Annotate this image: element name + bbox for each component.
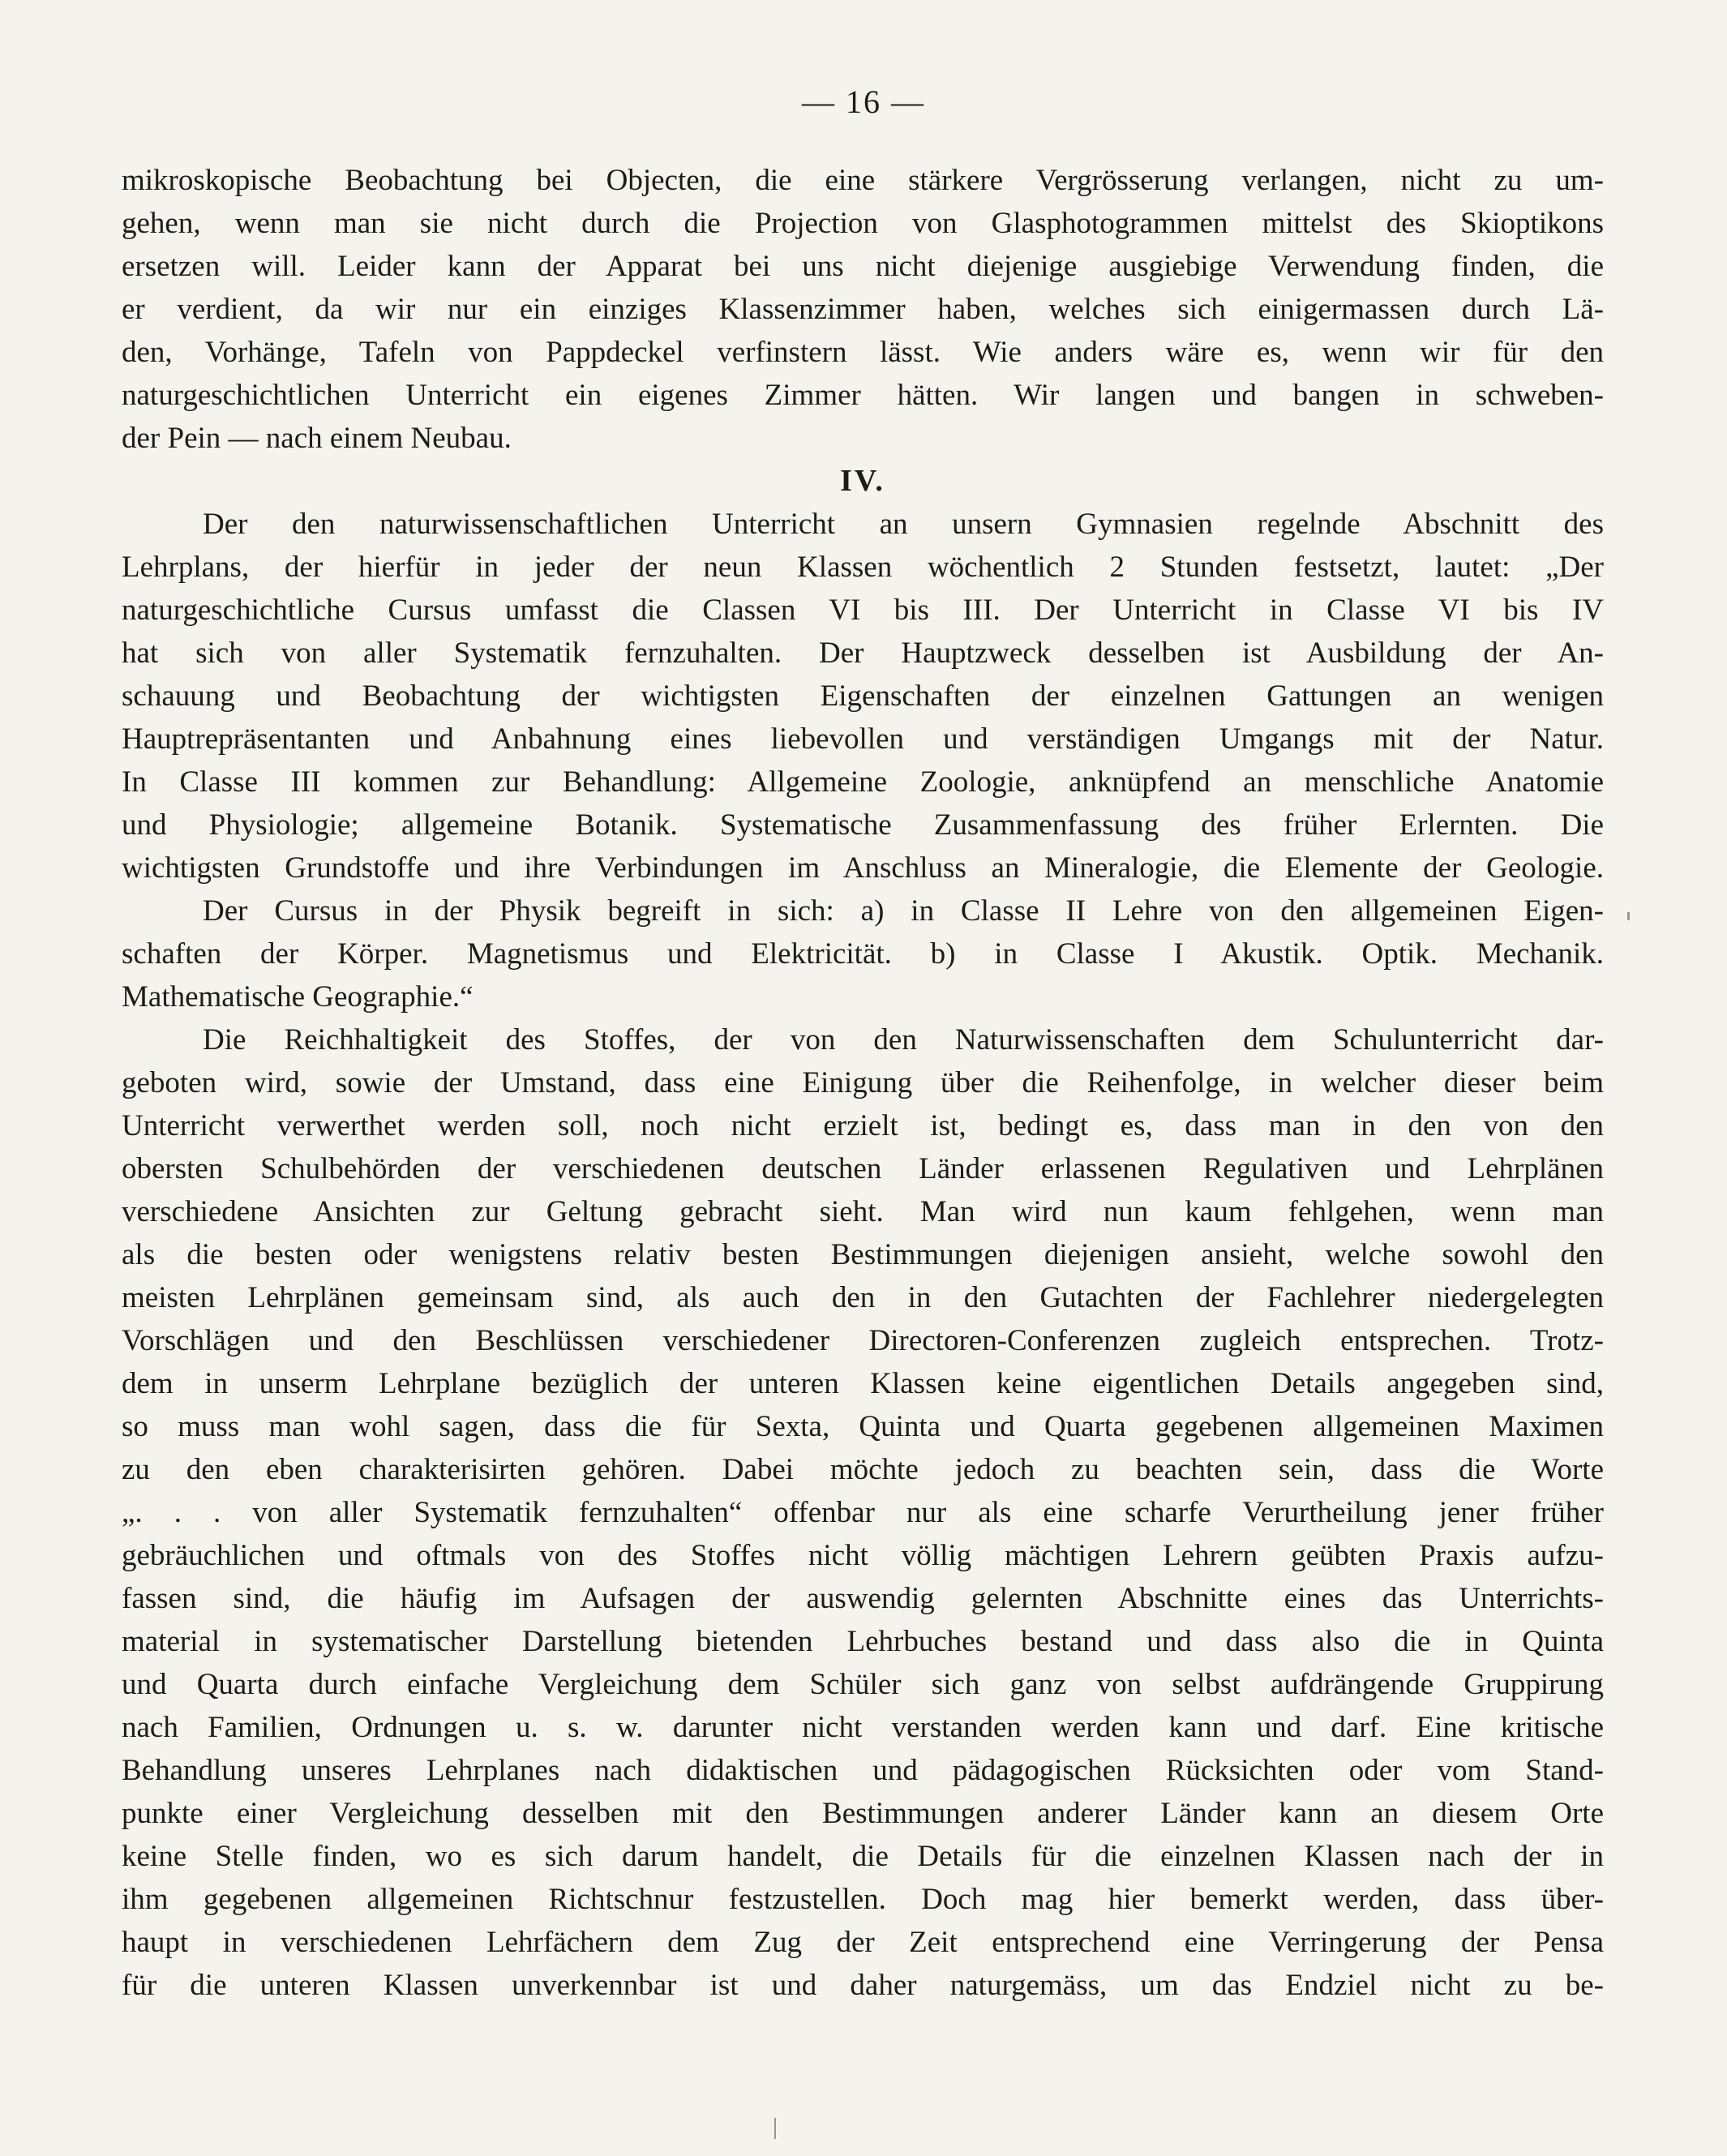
paragraph-3	[122, 889, 1604, 1018]
text-line: material in systematischer Darstellung bietenden Lehrbuches bestand und dass also die in Quinta	[122, 1625, 1604, 1658]
text-line: hat sich von aller Systematik fernzuhalten. Der Hauptzweck desselben ist Ausbildung der An-	[122, 637, 1604, 670]
text-line: Mathematische Geographie.“	[122, 980, 474, 1014]
text-line: Behandlung unseres Lehrplanes nach didaktischen und pädagogischen Rücksichten oder vom Stand-	[122, 1754, 1604, 1787]
text-line: den, Vorhänge, Tafeln von Pappdeckel verfinstern lässt. Wie anders wäre es, wenn wir für den	[122, 336, 1604, 369]
text-line: Die Reichhaltigkeit des Stoffes, der von den Naturwissenschaften dem Schulunterricht dar-	[203, 1023, 1604, 1057]
section-heading: IV.	[840, 464, 885, 498]
text-line: punkte einer Vergleichung desselben mit den Bestimmungen anderer Länder kann an diesem Orte	[122, 1797, 1604, 1830]
page-number: — 16 —	[802, 84, 925, 120]
scan-speck	[1627, 912, 1630, 920]
text-line: nach Familien, Ordnungen u. s. w. darunter nicht verstanden werden kann und darf. Eine kritische	[122, 1711, 1604, 1744]
paragraph-2	[122, 503, 1604, 889]
text-line: Der den naturwissenschaftlichen Unterricht an unsern Gymnasien regelnde Abschnitt des	[203, 508, 1604, 541]
text-line: zu den eben charakterisirten gehören. Dabei möchte jedoch zu beachten sein, dass die Worte	[122, 1453, 1604, 1486]
text-line: haupt in verschiedenen Lehrfächern dem Zug der Zeit entsprechend eine Verringerung der Pensa	[122, 1926, 1604, 1959]
text-line: obersten Schulbehörden der verschiedenen deutschen Länder erlassenen Regulativen und Lehrplänen	[122, 1152, 1604, 1185]
text-line: der Pein — nach einem Neubau.	[122, 422, 512, 455]
text-line: und Physiologie; allgemeine Botanik. Systematische Zusammenfassung des früher Erlernten. Die	[122, 808, 1604, 842]
text-line: so muss man wohl sagen, dass die für Sexta, Quinta und Quarta gegebenen allgemeinen Maximen	[122, 1410, 1604, 1443]
body-text	[122, 159, 1604, 2007]
text-line: er verdient, da wir nur ein einziges Klassenzimmer haben, welches sich einigermassen durch Lä-	[122, 293, 1604, 326]
text-line: Unterricht verwerthet werden soll, noch nicht erzielt ist, bedingt es, dass man in den von den	[122, 1109, 1604, 1142]
paragraph-4	[122, 1018, 1604, 2007]
text-line: gebräuchlichen und oftmals von des Stoffes nicht völlig mächtigen Lehrern geübten Praxis aufzu-	[122, 1539, 1604, 1572]
text-line: meisten Lehrplänen gemeinsam sind, als auch den in den Gutachten der Fachlehrer niedergelegten	[122, 1281, 1604, 1314]
text-line: mikroskopische Beobachtung bei Objecten, die eine stärkere Vergrösserung verlangen, nicht zu um-	[122, 164, 1604, 197]
text-line: geboten wird, sowie der Umstand, dass eine Einigung über die Reihenfolge, in welcher dieser beim	[122, 1066, 1604, 1099]
text-line: „. . . von aller Systematik fernzuhalten“ offenbar nur als eine scharfe Verurtheilung jener früher	[122, 1496, 1604, 1529]
text-line: Lehrplans, der hierfür in jeder der neun Klassen wöchentlich 2 Stunden festsetzt, lautet: „Der	[122, 551, 1604, 584]
scan-speck	[774, 2118, 776, 2139]
text-line: naturgeschichtlichen Unterricht ein eigenes Zimmer hätten. Wir langen und bangen in schweben-	[122, 379, 1604, 412]
text-line: dem in unserm Lehrplane bezüglich der unteren Klassen keine eigentlichen Details angegeben sind,	[122, 1367, 1604, 1400]
text-line: und Quarta durch einfache Vergleichung dem Schüler sich ganz von selbst aufdrängende Gruppirung	[122, 1668, 1604, 1701]
text-line: ihm gegebenen allgemeinen Richtschnur festzustellen. Doch mag hier bemerkt werden, dass über-	[122, 1883, 1604, 1916]
text-line: wichtigsten Grundstoffe und ihre Verbindungen im Anschluss an Mineralogie, die Elemente der Geologie.	[122, 851, 1604, 885]
text-line: Der Cursus in der Physik begreift in sich: a) in Classe II Lehre von den allgemeinen Eigen-	[203, 894, 1604, 928]
text-line: fassen sind, die häufig im Aufsagen der auswendig gelernten Abschnitte eines das Unterrichts-	[122, 1582, 1604, 1615]
text-line: Vorschlägen und den Beschlüssen verschiedener Directoren-Conferenzen zugleich entsprechen. Trotz-	[122, 1324, 1604, 1357]
text-line: schaften der Körper. Magnetismus und Elektricität. b) in Classe I Akustik. Optik. Mechanik.	[122, 937, 1604, 971]
text-line: schauung und Beobachtung der wichtigsten Eigenschaften der einzelnen Gattungen an wenigen	[122, 679, 1604, 713]
text-line: naturgeschichtliche Cursus umfasst die Classen VI bis III. Der Unterricht in Classe VI bis IV	[122, 594, 1604, 627]
text-line: gehen, wenn man sie nicht durch die Projection von Glasphotogrammen mittelst des Skioptikons	[122, 207, 1604, 240]
paragraph-1	[122, 159, 1604, 460]
text-line: verschiedene Ansichten zur Geltung gebracht sieht. Man wird nun kaum fehlgehen, wenn man	[122, 1195, 1604, 1228]
text-line: als die besten oder wenigstens relativ besten Bestimmungen diejenigen ansieht, welche sowohl den	[122, 1238, 1604, 1271]
text-line: Hauptrepräsentanten und Anbahnung eines liebevollen und verständigen Umgangs mit der Natur.	[122, 722, 1604, 756]
text-line: für die unteren Klassen unverkennbar ist und daher naturgemäss, um das Endziel nicht zu be-	[122, 1969, 1604, 2002]
text-line: ersetzen will. Leider kann der Apparat bei uns nicht diejenige ausgiebige Verwendung finden, die	[122, 250, 1604, 283]
text-line: keine Stelle finden, wo es sich darum handelt, die Details für die einzelnen Klassen nach der in	[122, 1840, 1604, 1873]
text-line: In Classe III kommen zur Behandlung: Allgemeine Zoologie, anknüpfend an menschliche Anatomie	[122, 765, 1604, 799]
